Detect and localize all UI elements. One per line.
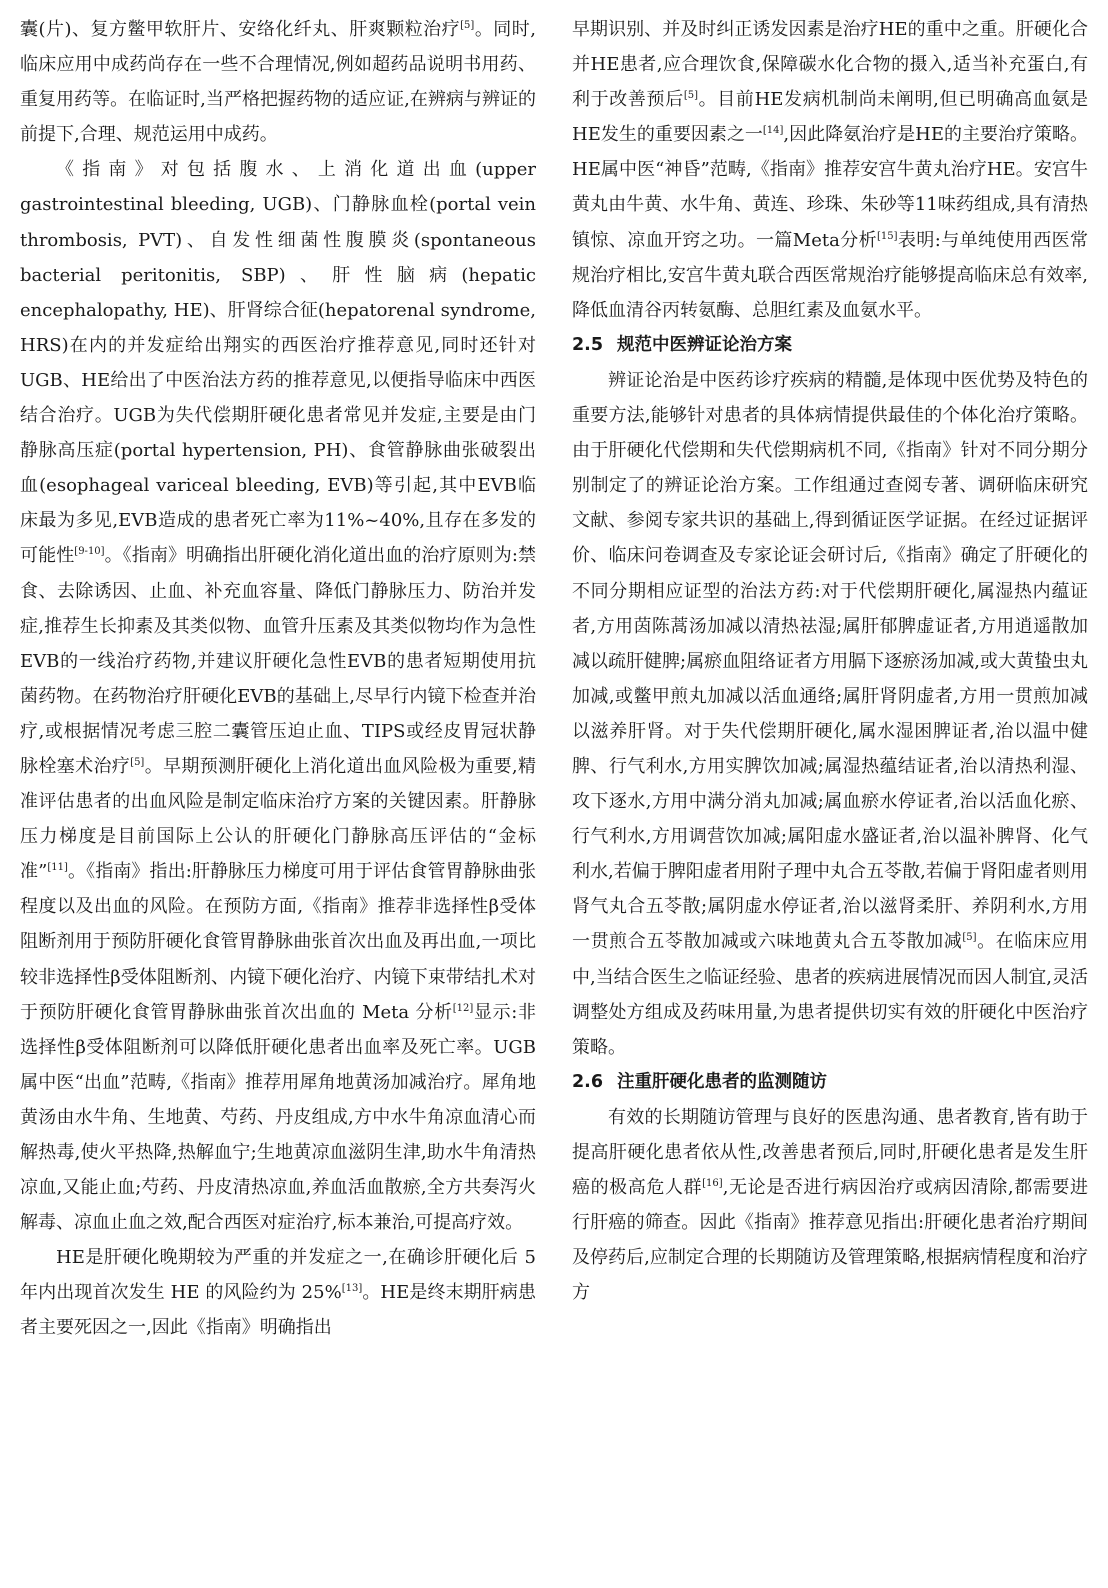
paragraph: 囊(片)、复方鳖甲软肝片、安络化纤丸、肝爽颗粒治疗[5]。同时,临床应用中成药尚存在一些不合理情况,例如超药品说明书用药、重复用药等。在临证时,当严格把握药物的适应证,在辨病与辨证的前提下,合理、规范运用中成药。 [20, 19, 536, 146]
paragraph: 有效的长期随访管理与良好的医患沟通、患者教育,皆有助于提高肝硬化患者依从性,改善患者预后,同时,肝硬化患者是发生肝癌的极高危人群[16],无论是否进行病因治疗或病因清除,都需要进行肝癌的筛查。因此《指南》推荐意见指出:肝硬化患者治疗期间及停药后,应制定合理的长期随访及管理策略,根据病情程度和治疗方 [572, 1106, 1088, 1304]
citation: [12] [452, 1002, 474, 1014]
citation: [16] [702, 1178, 723, 1190]
citation: [5] [460, 20, 475, 31]
citation: [5] [130, 756, 145, 768]
citation: [14] [762, 125, 784, 137]
citation: [11] [47, 862, 68, 874]
section-title: 注重肝硬化患者的监测随访 [617, 1071, 828, 1092]
section-number: 2.5 [572, 334, 604, 355]
section-heading [572, 1065, 1088, 1100]
paragraph: 早期识别、并及时纠正诱发因素是治疗HE的重中之重。肝硬化合并HE患者,应合理饮食,保障碳水化合物的摄入,适当补充蛋白,有利于改善预后[5]。目前HE发病机制尚未阐明,但已明确高血氨是HE发生的重要因素之一[14],因此降氨治疗是HE的主要治疗策略。HE属中医“神昏”范畴,《指南》推荐安宫牛黄丸治疗HE。安宫牛黄丸由牛黄、水牛角、黄连、珍珠、朱砂等11味药组成,具有清热镇惊、凉血开窍之功。一篇Meta分析[15]表明:与单纯使用西医常规治疗相比,安宫牛黄丸联合西医常规治疗能够提高临床总有效率,降低血清谷丙转氨酶、总胆红素及血氨水平。 [572, 19, 1088, 321]
citation: [9-10] [74, 546, 105, 558]
citation: [13] [341, 1283, 363, 1295]
section-number: 2.6 [572, 1071, 604, 1092]
paragraph: 辨证论治是中医药诊疗疾病的精髓,是体现中医优势及特色的重要方法,能够针对患者的具体病情提供最佳的个体化治疗策略。由于肝硬化代偿期和失代偿期病机不同,《指南》针对不同分期分别制定了的辨证论治方案。工作组通过查阅专著、调研临床研究文献、参阅专家共识的基础上,得到循证医学证据。在经过证据评价、临床问卷调查及专家论证会研讨后,《指南》确定了肝硬化的不同分期相应证型的治法方药:对于代偿期肝硬化,属湿热内蕴证者,方用茵陈蒿汤加减以清热祛湿;属肝郁脾虚证者,方用逍遥散加减以疏肝健脾;属瘀血阻络证者方用膈下逐瘀汤加减,或大黄蛰虫丸加减,或鳖甲煎丸加减以活血通络;属肝肾阴虚者,方用一贯煎加减以滋养肝肾。对于失代偿期肝硬化,属水湿困脾证者,治以温中健脾、行气利水,方用实脾饮加减;属湿热蕴结证者,治以清热利湿、攻下逐水,方用中满分消丸加减;属血瘀水停证者,治以活血化瘀、行气利水,方用调营饮加减;属阳虚水盛证者,治以温补脾肾、化气利水,若偏于脾阳虚者用附子理中丸合五苓散,若偏于肾阳虚者则用肾气丸合五苓散;属阴虚水停证者,治以滋肾柔肝、养阴利水,方用一贯煎合五苓散加减或六味地黄丸合五苓散加减[5]。在临床应用中,当结合医生之临证经验、患者的疾病进展情况而因人制宜,灵活调整处方组成及药味用量,为患者提供切实有效的肝硬化中医治疗策略。 [572, 369, 1088, 1058]
citation: [5] [962, 932, 977, 944]
paragraph: 《指南》对包括腹水、上消化道出血(upper gastrointestinal bleeding, UGB)、门静脉血栓(portal vein thrombosis, PVT)、自发性细菌性腹膜炎(spontaneous bacterial peritonitis, SBP)、肝性脑病(hepatic encephalopathy, HE)、肝肾综合征(hepatorenal syndrome, HRS)在内的并发症给出翔实的西医治疗推荐意见,同时还针对UGB、HE给出了中医治法方药的推荐意见,以便指导临床中西医结合治疗。UGB为失代偿期肝硬化患者常见并发症,主要是由门静脉高压症(portal hypertension, PH)、食管静脉曲张破裂出血(esophageal variceal bleeding, EVB)等引起,其中EVB临床最为多见,EVB造成的患者死亡率为11%~40%,且存在多发的可能性[9-10]。《指南》明确指出肝硬化消化道出血的治疗原则为:禁食、去除诱因、止血、补充血容量、降低门静脉压力、防治并发症,推荐生长抑素及其类似物、血管升压素及其类似物均作为急性EVB的一线治疗药物,并建议肝硬化急性EVB的患者短期使用抗菌药物。在药物治疗肝硬化EVB的基础上,尽早行内镜下检查并治疗,或根据情况考虑三腔二囊管压迫止血、TIPS或经皮胃冠状静脉栓塞术治疗[5]。早期预测肝硬化上消化道出血风险极为重要,精准评估患者的出血风险是制定临床治疗方案的关键因素。肝静脉压力梯度是目前国际上公认的肝硬化门静脉高压评估的“金标准”[11]。《指南》指出:肝静脉压力梯度可用于评估食管胃静脉曲张程度以及出血的风险。在预防方面,《指南》推荐非选择性β受体阻断剂用于预防肝硬化食管胃静脉曲张首次出血及再出血,一项比较非选择性β受体阻断剂、内镜下硬化治疗、内镜下束带结扎术对于预防肝硬化食管胃静脉曲张首次出血的 Meta 分析[12]显示:非选择性β受体阻断剂可以降低肝硬化患者出血率及死亡率。UGB属中医“出血”范畴,《指南》推荐用犀角地黄汤加减治疗。犀角地黄汤由水牛角、生地黄、芍药、丹皮组成,方中水牛角凉血清心而解热毒,使火平热降,热解血宁;生地黄凉血滋阴生津,助水牛角清热凉血,又能止血;芍药、丹皮清热凉血,养血活血散瘀,全方共奏泻火解毒、凉血止血之效,配合西医对症治疗,标本兼治,可提高疗效。 [20, 159, 536, 1234]
section-title: 规范中医辨证论治方案 [617, 334, 793, 355]
right-column [572, 12, 1088, 1588]
left-column [20, 12, 536, 1588]
section-heading [572, 328, 1088, 363]
citation: [5] [683, 90, 699, 102]
citation: [15] [877, 230, 898, 242]
paragraph: HE是肝硬化晚期较为严重的并发症之一,在确诊肝硬化后 5 年内出现首次发生 HE 的风险约为 25%[13]。HE是终末期肝病患者主要死因之一,因此《指南》明确指出 [20, 1247, 536, 1339]
